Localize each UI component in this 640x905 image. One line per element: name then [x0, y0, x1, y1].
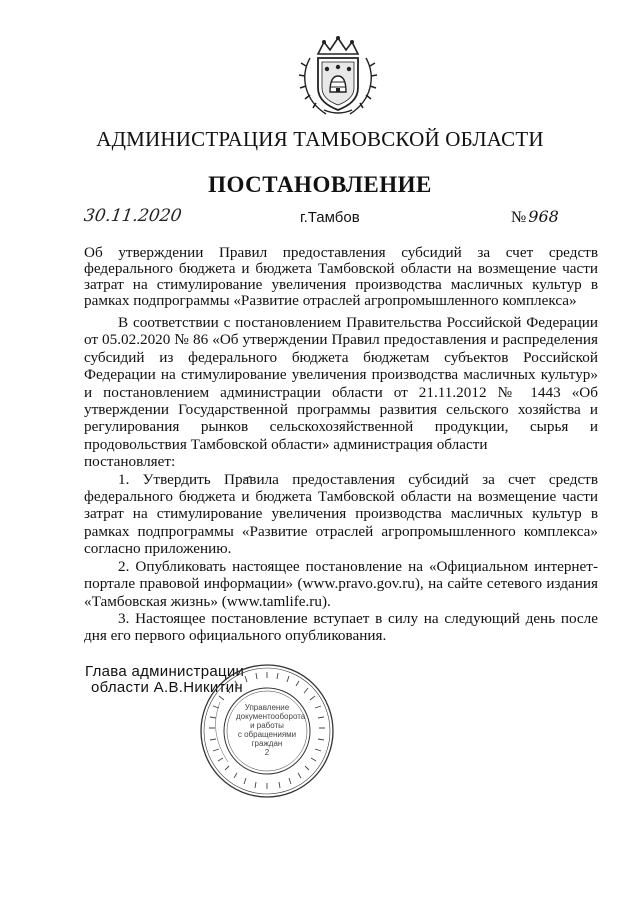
seal-text-line: 2: [264, 748, 270, 757]
item-paragraph: 2. Опубликовать настоящее постановление на «Официальном интернет-портале правовой информации» (www.pravo.gov.ru), на сайте сетевого издания «Тамбовская жизнь» (www.tamlife.ru).: [84, 557, 598, 610]
number-value: 968: [528, 207, 559, 226]
document-number: [511, 207, 559, 227]
document-city: г.Тамбов: [300, 209, 360, 226]
seal-text-line: Управление: [244, 703, 290, 712]
number-sign: №: [511, 209, 527, 226]
signature-title: Глава администрации: [85, 663, 245, 680]
document-body: [84, 314, 598, 645]
seal-text-line: граждан: [251, 739, 283, 748]
document-date: 30.11.2020: [82, 206, 183, 226]
item-paragraph: 1. Утвердить Правила предоставления субсидий за счет средств федерального бюджета и бюджета Тамбовской области на возмещение части затрат на стимулирование увеличения производства масличных культур в рамках подпрограммы «Развитие отраслей агропромышленного комплекса» согласно приложению.: [84, 470, 598, 558]
resolves-line: постановляет:: [84, 453, 176, 471]
seal-text-line: с обращениями: [237, 730, 297, 739]
organization-name: АДМИНИСТРАЦИЯ ТАМБОВСКОЙ ОБЛАСТИ: [96, 127, 544, 151]
coat-of-arms-icon: [296, 36, 380, 118]
seal-text-line: и работы: [250, 721, 284, 730]
seal-center-text: [236, 703, 306, 757]
signature-name: области А.В.Никитин: [91, 679, 244, 696]
document-subject: Об утверждении Правил предоставления субсидий за счет средств федерального бюджета и бюджета Тамбовской области на возмещение части затрат на стимулирование увеличения производства масличных культур в рамках подпрограммы «Развитие отраслей агропромышленного комплекса»: [84, 244, 598, 309]
seal-text-line: документооборота: [236, 712, 306, 721]
preamble-paragraph: В соответствии с постановлением Правительства Российской Федерации от 05.02.2020 № 86 «Об утверждении Правил предоставления и распределения субсидий из федерального бюджета бюджетам субъектов Российской Федерации на стимулирование увеличения производства масличных культур» и постановлением администрации области от 21.11.2012 № 1443 «Об утверждении Государственной программы развития сельского хозяйства и регулирования рынков сельскохозяйственной продукции, сырья и продовольствия Тамбовской области» администрация области: [84, 314, 598, 453]
document-type-title: ПОСТАНОВЛЕНИЕ: [208, 172, 432, 197]
item-paragraph: 3. Настоящее постановление вступает в силу на следующий день после дня его первого официального опубликования.: [84, 609, 598, 645]
